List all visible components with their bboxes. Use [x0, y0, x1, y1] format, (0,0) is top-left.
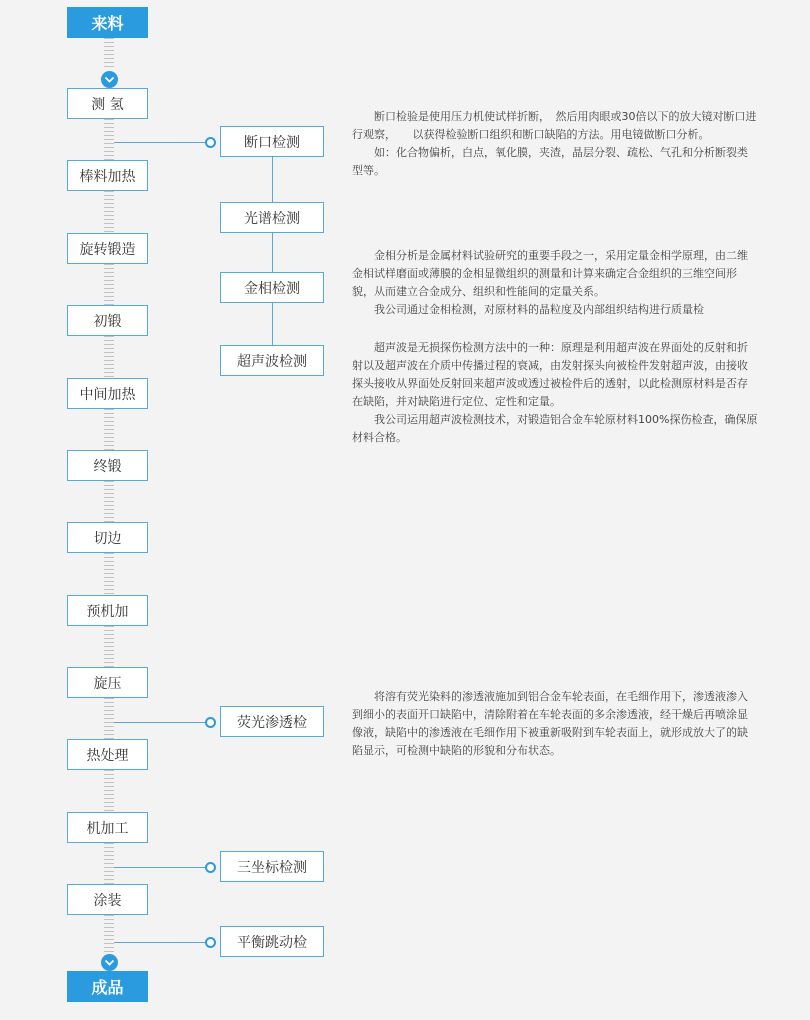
flow-connector: [104, 336, 114, 377]
flow-connector: [104, 553, 114, 595]
test-balance: 平衡跳动检: [220, 926, 324, 957]
flow-connector: [104, 119, 114, 160]
branch-node: [205, 137, 216, 148]
desc-paragraph: 将溶有荧光染料的渗透液施加到铝合金车轮表面，在毛细作用下，渗透液渗入到细小的表面开口缺陷中，清除附着在车轮表面的多余渗透液，经干燥后再喷涂显像液，缺陷中的渗透液在毛细作用下被重新吸附到车轮表面上，就形成放大了的缺陷显示，可检测中缺陷的形貌和分布状态。: [352, 690, 748, 757]
flow-step-coating: 涂装: [67, 884, 148, 915]
desc-paragraph: 如：化合物偏析，白点，氧化膜，夹渣，晶层分裂、疏松、气孔和分析断裂类型等。: [352, 146, 748, 177]
flow-step-heat-treatment: 热处理: [67, 739, 148, 770]
test-penetrant: 荧光渗透检: [220, 706, 324, 737]
desc-penetrant: [352, 688, 758, 760]
flow-step-hydrogen-test: 测 氢: [67, 88, 148, 119]
desc-paragraph: 金相分析是金属材料试验研究的重要手段之一，采用定量金相学原理，由二维金相试样磨面或薄膜的金相显微组织的测量和计算来确定合金组织的三维空间形貌，从而建立合金成分、组织和性能间的定量关系。: [352, 249, 748, 298]
branch-node: [205, 937, 216, 948]
flow-step-pre-machining: 预机加: [67, 595, 148, 626]
branch-line: [114, 722, 206, 723]
chevron-down-icon: [101, 954, 118, 971]
desc-metallographic: [352, 247, 758, 319]
test-ultrasonic: 超声波检测: [220, 345, 324, 376]
flow-connector: [104, 698, 114, 739]
branch-line: [114, 942, 206, 943]
flow-step-machining: 机加工: [67, 812, 148, 843]
flow-step-initial-forging: 初锻: [67, 305, 148, 336]
flow-start: 来料: [67, 7, 148, 38]
flow-step-final-forging: 终锻: [67, 450, 148, 481]
branch-node: [205, 717, 216, 728]
test-connector: [272, 157, 273, 345]
desc-paragraph: 我公司运用超声波检测技术，对锻造铝合金车轮原材料100%探伤检查，确保原材料合格。: [352, 413, 758, 444]
flow-step-intermediate-heating: 中间加热: [67, 378, 148, 409]
test-metallographic: 金相检测: [220, 272, 324, 303]
chevron-down-icon: [101, 71, 118, 88]
flow-step-rotary-forging: 旋转锻造: [67, 233, 148, 264]
flow-connector: [104, 626, 114, 667]
flow-connector: [104, 38, 114, 70]
desc-paragraph: 超声波是无损探伤检测方法中的一种：原理是利用超声波在界面处的反射和折射以及超声波在介质中传播过程的衰减，由发射探头向被检件发射超声波，由接收探头接收从界面处反射回来超声波或透过被检件后的透射，以此检测原材料是否存在缺陷，并对缺陷进行定位、定性和定量。: [352, 341, 748, 408]
desc-paragraph: 我公司通过金相检测，对原材料的晶粒度及内部组织结构进行质量检: [374, 303, 704, 316]
branch-line: [114, 142, 206, 143]
flow-step-trimming: 切边: [67, 522, 148, 553]
flow-connector: [104, 770, 114, 812]
flow-step-spinning: 旋压: [67, 667, 148, 698]
desc-ultrasonic: [352, 339, 758, 447]
flow-connector: [104, 264, 114, 305]
flow-connector: [104, 843, 114, 884]
flow-connector: [104, 915, 114, 955]
flow-step-bar-heating: 棒料加热: [67, 160, 148, 191]
flow-connector: [104, 409, 114, 450]
branch-line: [114, 867, 206, 868]
branch-node: [205, 862, 216, 873]
test-spectrum: 光谱检测: [220, 202, 324, 233]
flow-end: 成品: [67, 971, 148, 1002]
desc-paragraph: 断口检验是使用压力机使试样折断， 然后用肉眼或30倍以下的放大镜对断口进行观察， 以获得检验断口组织和断口缺陷的方法。用电镜做断口分析。: [352, 110, 757, 141]
desc-fracture: [352, 108, 758, 180]
test-fracture: 断口检测: [220, 126, 324, 157]
flow-connector: [104, 481, 114, 522]
test-cmm: 三坐标检测: [220, 851, 324, 882]
flow-connector: [104, 191, 114, 232]
